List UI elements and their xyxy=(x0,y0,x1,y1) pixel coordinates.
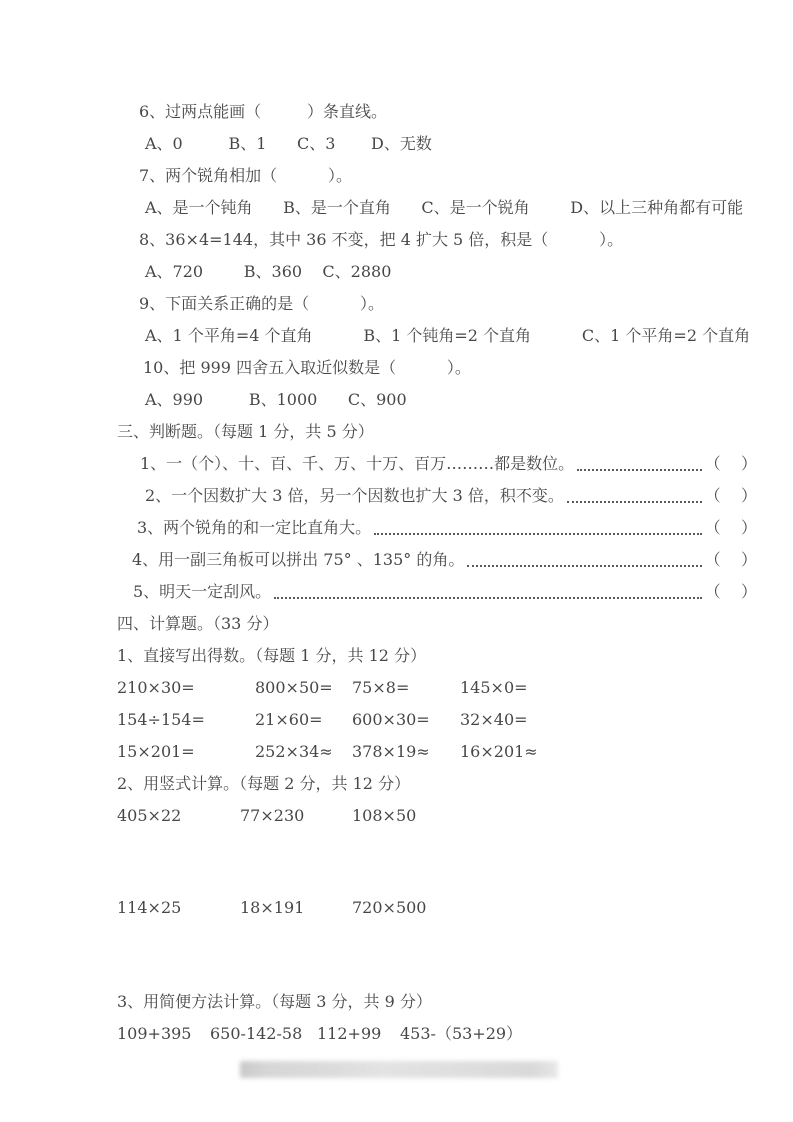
calc-cell: 145×0= xyxy=(460,678,528,697)
calc-row xyxy=(117,1018,757,1050)
calc-cell: 600×30= xyxy=(352,710,430,729)
subsection-title-direct: 1、直接写出得数。（每题 1 分，共 12 分） xyxy=(117,646,427,665)
judge-item-4 xyxy=(117,544,757,576)
blurred-watermark xyxy=(240,1061,558,1078)
calc-row xyxy=(117,672,757,704)
calc-cell: 16×201≈ xyxy=(460,742,538,761)
answer-bracket: （ ） xyxy=(704,454,757,473)
calc-cell: 18×191 xyxy=(240,898,305,917)
judge-item-1 xyxy=(117,448,757,480)
calc-cell: 210×30= xyxy=(117,678,195,697)
judge-item-text: 2、一个因数扩大 3 倍，另一个因数也扩大 3 倍，积不变。 xyxy=(145,486,564,505)
question-stem: 8、36×4=144，其中 36 不变，把 4 扩大 5 倍，积是（ ）。 xyxy=(139,230,624,249)
judge-item-5 xyxy=(117,576,757,608)
question-stem: 7、两个锐角相加（ ）。 xyxy=(139,166,353,185)
calc-cell: 720×500 xyxy=(352,898,427,917)
question-options: A、1 个平角=4 个直角 B、1 个钝角=2 个直角 C、1 个平角=2 个直角 xyxy=(145,326,751,345)
section-title: 三、判断题。（每题 1 分，共 5 分） xyxy=(117,422,374,441)
calc-cell: 800×50= xyxy=(255,678,333,697)
calc-cell: 32×40= xyxy=(460,710,528,729)
answer-bracket: （ ） xyxy=(704,518,757,537)
calc-cell: 650-142-58 xyxy=(210,1024,303,1043)
calc-row xyxy=(117,892,757,924)
calc-cell: 378×19≈ xyxy=(352,742,430,761)
dot-leader xyxy=(274,597,701,599)
calc-row xyxy=(117,736,757,768)
subsection-title-simplify: 3、用简便方法计算。（每题 3 分，共 9 分） xyxy=(117,992,432,1011)
dot-leader xyxy=(467,565,701,567)
calc-cell: 252×34≈ xyxy=(255,742,333,761)
judge-item-text: 5、明天一定刮风。 xyxy=(133,582,272,601)
dot-leader xyxy=(567,501,702,503)
judge-item-2 xyxy=(117,480,757,512)
working-space xyxy=(117,924,757,986)
question-options: A、720 B、360 C、2880 xyxy=(145,262,392,281)
working-space xyxy=(117,832,757,892)
choice-question-9 xyxy=(117,288,757,352)
calc-cell: 453-（53+29） xyxy=(400,1024,523,1043)
calc-cell: 112+99 xyxy=(317,1024,382,1043)
calc-cell: 77×230 xyxy=(240,806,305,825)
judge-item-text: 4、用一副三角板可以拼出 75° 、135° 的角。 xyxy=(132,550,465,569)
question-stem: 9、下面关系正确的是（ ）。 xyxy=(139,294,385,313)
calc-cell: 154÷154= xyxy=(117,710,205,729)
calc-cell: 405×22 xyxy=(117,806,182,825)
calc-cell: 108×50 xyxy=(352,806,417,825)
judge-item-3 xyxy=(117,512,757,544)
dot-leader xyxy=(374,533,701,535)
choice-question-6 xyxy=(117,96,757,160)
choice-question-7 xyxy=(117,160,757,224)
calc-row xyxy=(117,704,757,736)
calc-section xyxy=(117,608,757,1050)
question-stem: 10、把 999 四舍五入取近似数是（ ）。 xyxy=(143,358,471,377)
judge-item-text: 1、一（个）、十、百、千、万、十万、百万………都是数位。 xyxy=(140,454,575,473)
answer-bracket: （ ） xyxy=(704,582,757,601)
question-options: A、是一个钝角 B、是一个直角 C、是一个锐角 D、以上三种角都有可能 xyxy=(145,198,744,217)
choice-question-8 xyxy=(117,224,757,288)
question-options: A、0 B、1 C、3 D、无数 xyxy=(145,134,432,153)
calc-cell: 109+395 xyxy=(117,1024,192,1043)
calc-cell: 21×60= xyxy=(255,710,323,729)
question-options: A、990 B、1000 C、900 xyxy=(145,390,407,409)
calc-cell: 114×25 xyxy=(117,898,182,917)
calc-row xyxy=(117,800,757,832)
question-stem: 6、过两点能画（ ）条直线。 xyxy=(139,102,387,121)
judge-item-text: 3、两个锐角的和一定比直角大。 xyxy=(137,518,372,537)
calc-cell: 75×8= xyxy=(352,678,410,697)
choice-question-10 xyxy=(117,352,757,416)
calc-cell: 15×201= xyxy=(117,742,195,761)
subsection-title-vertical: 2、用竖式计算。（每题 2 分，共 12 分） xyxy=(117,774,411,793)
judge-section xyxy=(117,416,757,608)
dot-leader xyxy=(577,469,701,471)
answer-bracket: （ ） xyxy=(704,550,757,569)
section-title: 四、计算题。（33 分） xyxy=(117,614,279,633)
answer-bracket: （ ） xyxy=(704,486,757,505)
